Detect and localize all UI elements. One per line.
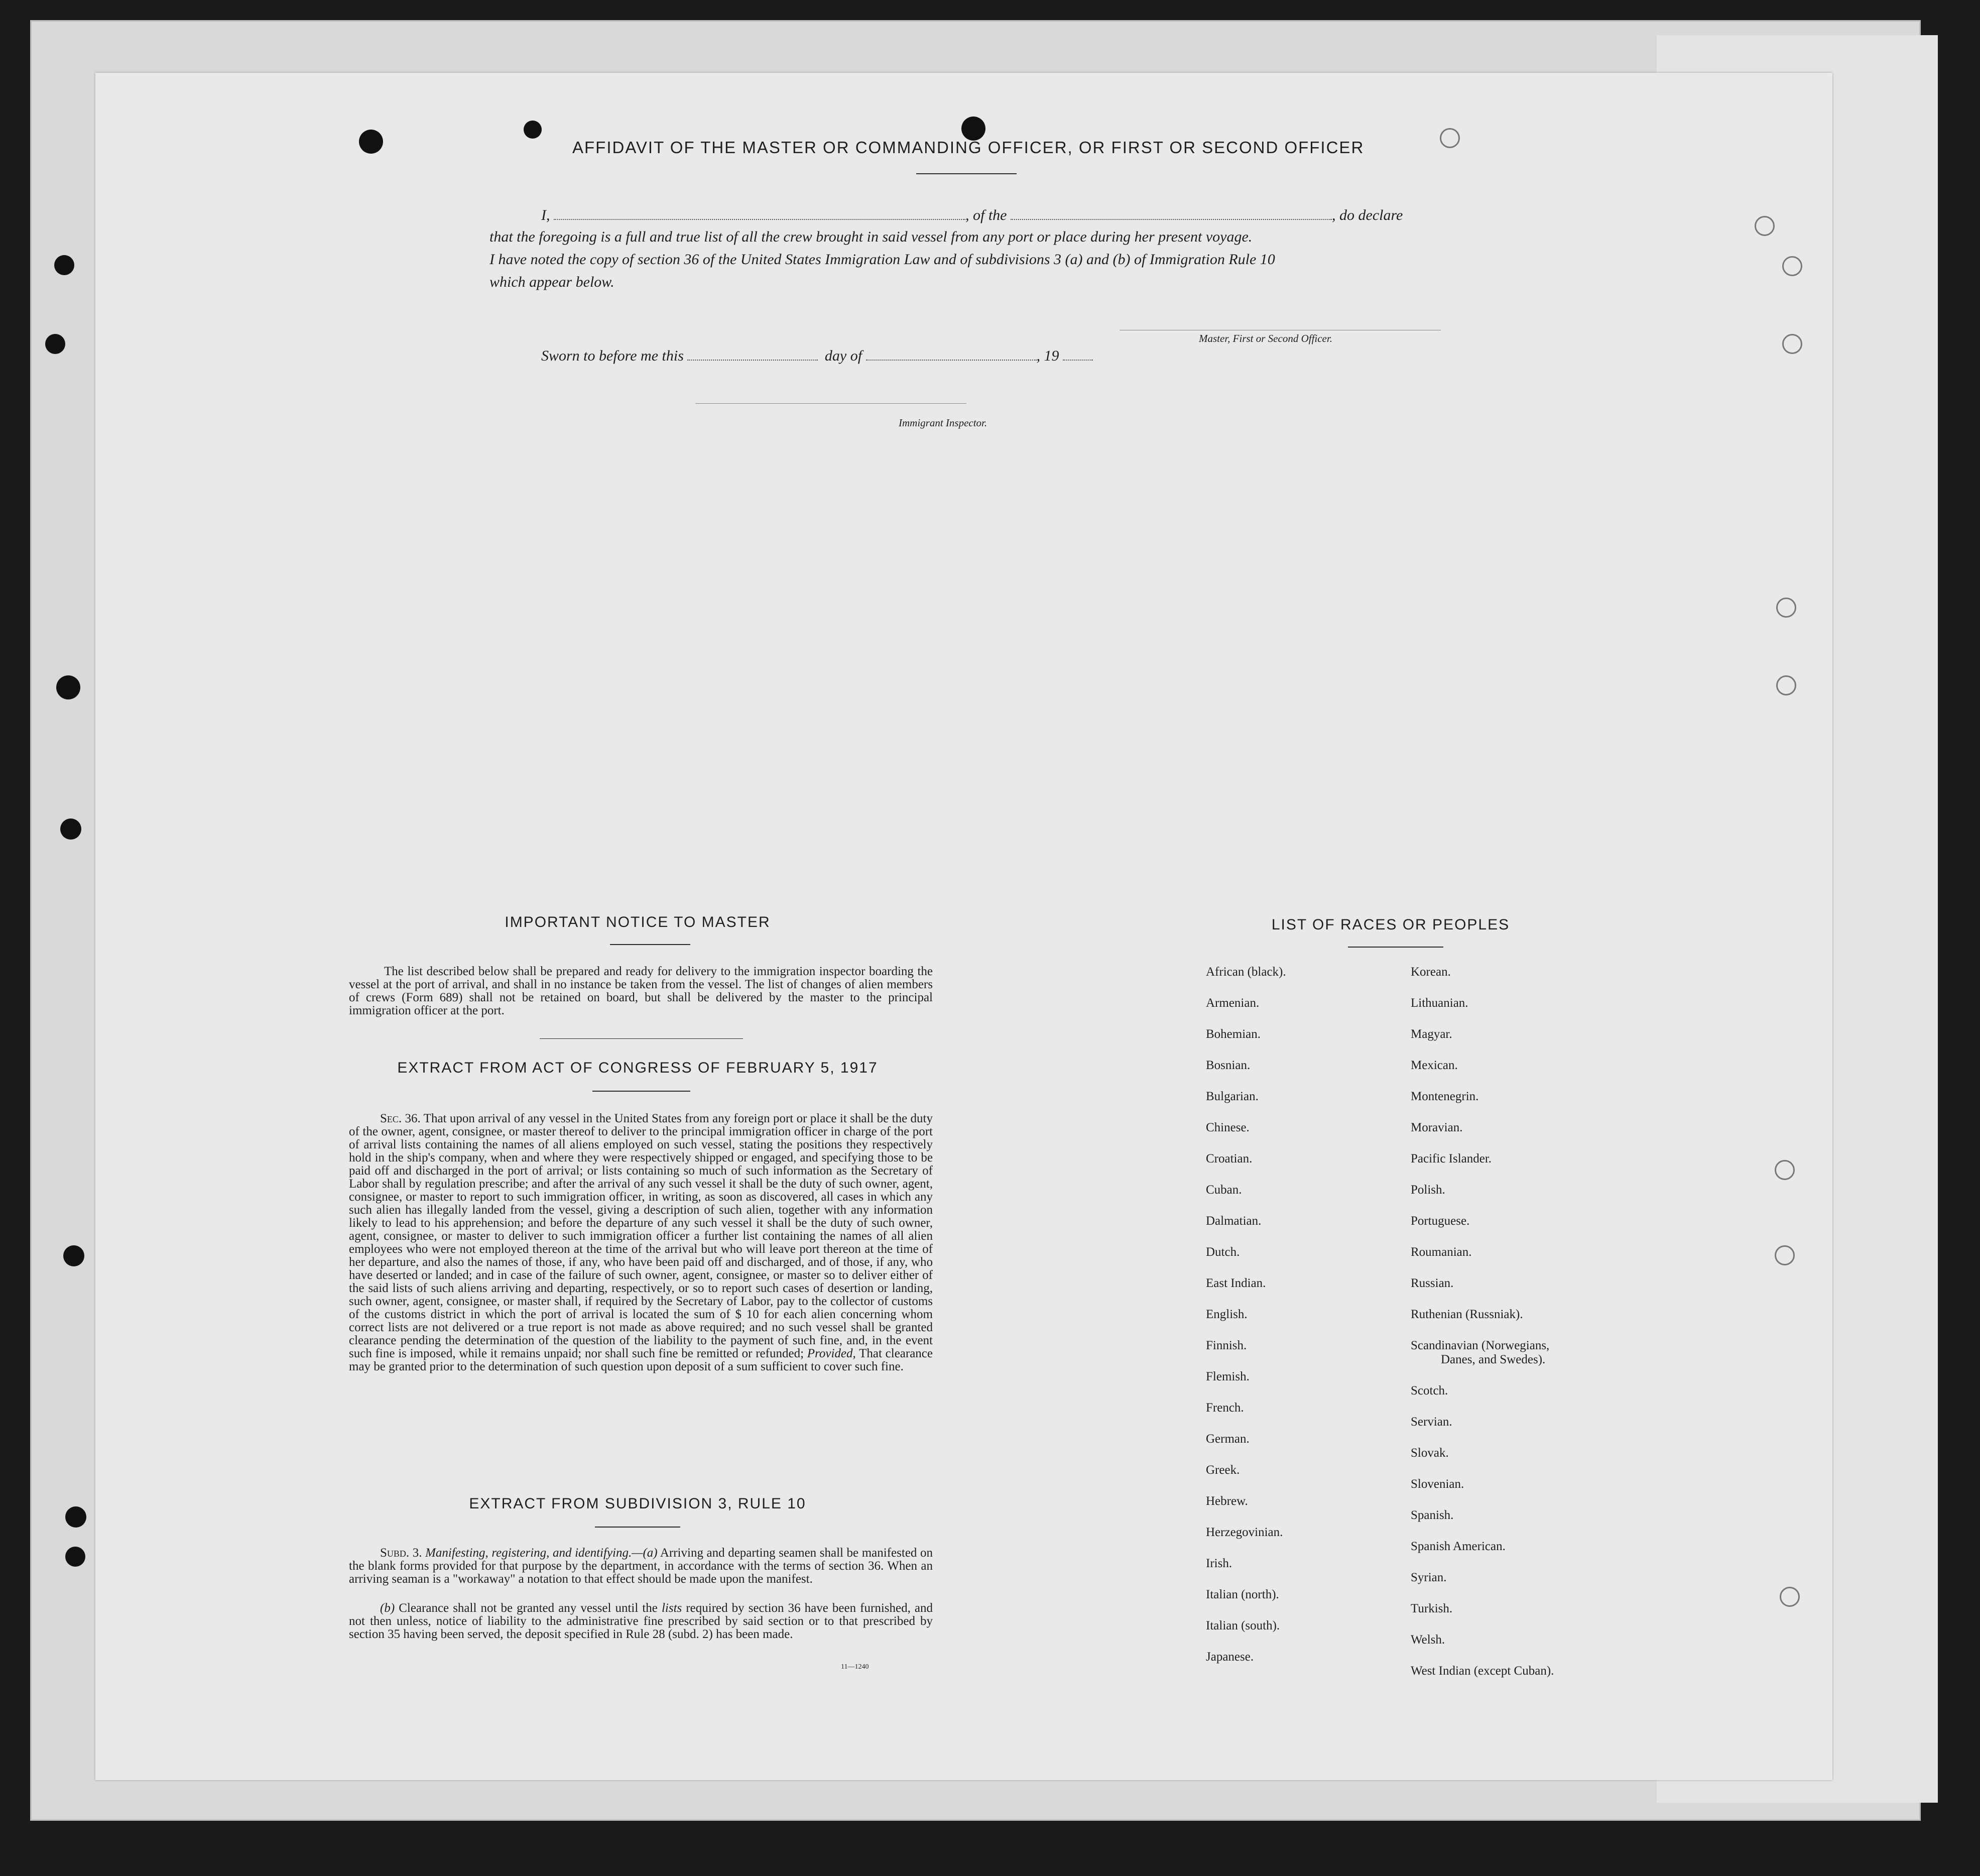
race-item: Lithuanian. [1411, 996, 1468, 1010]
extract-rule-rule [595, 1527, 680, 1528]
race-item: West Indian (except Cuban). [1411, 1664, 1554, 1678]
inspector-signature-line[interactable] [695, 403, 966, 404]
punch-hole [1775, 1160, 1795, 1180]
race-item: Italian (north). [1206, 1588, 1279, 1601]
extract-rule-text-a [349, 1547, 933, 1586]
sworn-day-of: day of [824, 347, 862, 364]
declaration-line [541, 207, 1445, 224]
subd-body-b2: required by section 36 have been furnished, and not then unless, notice of liability to the administrative fine prescribed by said section or to that prescribed by section 35 having been served, the deposit specified in Rule 28 (subd. 2) has been made. [349, 1601, 933, 1641]
section-label: Sec. 36. [380, 1112, 421, 1125]
race-item: Roumanian. [1411, 1245, 1472, 1259]
extract-rule-text-b [349, 1602, 933, 1641]
punch-hole [65, 1506, 86, 1528]
race-item: Herzegovinian. [1206, 1526, 1283, 1539]
race-item: German. [1206, 1432, 1250, 1446]
provided-label: Provided, [807, 1347, 856, 1360]
race-item: Dalmatian. [1206, 1214, 1262, 1228]
punch-hole [45, 334, 65, 354]
race-item: Scandinavian (Norwegians, [1411, 1339, 1550, 1352]
punch-hole [1776, 675, 1796, 695]
section-body: That upon arrival of any vessel in the United States from any foreign port or place it shall be the duty of the owner, agent, consignee, or master thereof to deliver to the principal immigration officer in charge of the port of arrival lists containing the names of all aliens employed on such vessel, stating the positions they respectively hold in the ship's company, when and where they were respectively shipped or engaged, and specifying those to be paid off and discharged in the port of arrival; or lists containing so much of such information as the Secretary of Labor shall by regulation prescribe; and after the arrival of any such vessel it shall be the duty of such owner, agent, consignee, or master to report to such immigration officer, in writing, as soon as discovered, all cases in which any such alien has illegally landed from the vessel, giving a description of such alien, together with any information likely to lead to his apprehension; and before the departure of any such vessel it shall be the duty of such owner, agent, consignee, or master to deliver to such immigration officer a further list containing the names of all alien employees who were not employed thereon at the time of the arrival but who will leave port thereon at the time of her departure, and also the names of those, if any, who have been paid off and discharged, and of those, if any, who have deserted or landed; and in case of the failure of such owner, agent, consignee, or master so to deliver either of the said lists of such aliens arriving and departing, respectively, or so to report such cases of desertion or landing, such owner, agent, consignee, or master shall, if required by the Secretary of Labor, pay to the collector of customs of the customs district in which the port of arrival is located the sum of $ 10 for each alien concerning whom correct lists are not delivered or a true report is not made as above required; and no such vessel shall be granted clearance pending the determination of the question of the liability to the payment of such fine, and, in the event such fine is imposed, while it remains unpaid; nor shall such fine be remitted or refunded; [349, 1112, 933, 1360]
races-left-column [1206, 965, 1286, 1681]
race-item: Spanish American. [1411, 1540, 1506, 1553]
race-item: Welsh. [1411, 1633, 1445, 1647]
race-item: East Indian. [1206, 1276, 1266, 1290]
extract-act-rule [592, 1091, 690, 1092]
punch-hole [1776, 598, 1796, 618]
race-item: Moravian. [1411, 1121, 1463, 1134]
punch-hole [1782, 334, 1802, 354]
race-item: Syrian. [1411, 1571, 1447, 1584]
race-item: Ruthenian (Russniak). [1411, 1308, 1523, 1321]
race-item: Scotch. [1411, 1384, 1448, 1397]
punch-hole [1755, 216, 1775, 236]
title-rule [916, 173, 1017, 174]
race-item: Finnish. [1206, 1339, 1247, 1352]
race-item: Slovak. [1411, 1446, 1449, 1460]
subd-label: Subd. 3. [380, 1546, 422, 1560]
declaration-end: , do declare [1332, 207, 1403, 223]
race-item: African (black). [1206, 965, 1286, 979]
punch-hole [359, 130, 383, 154]
punch-hole [1440, 128, 1460, 148]
sworn-month-field[interactable] [866, 360, 1037, 361]
inspector-signature-label: Immigrant Inspector. [899, 417, 987, 429]
race-item: Korean. [1411, 965, 1451, 979]
races-right-column [1411, 965, 1554, 1695]
punch-hole [56, 675, 80, 699]
race-item: Magyar. [1411, 1027, 1452, 1041]
subd-title: Manifesting, registering, and identifying.—(a) [425, 1546, 658, 1560]
notice-rule [610, 944, 690, 945]
affidavit-title: AFFIDAVIT OF THE MASTER OR COMMANDING OFFICER, OR FIRST OR SECOND OFFICER [572, 138, 1365, 157]
declaration-text-3: I have noted the copy of section 36 of the United States Immigration Law and of subdivisions 3 (a) and (b) of Immigration Rule 10 [489, 251, 1275, 268]
subd-body-b1: Clearance shall not be granted any vessel until the [399, 1601, 658, 1615]
sworn-text: Sworn to before me this [541, 347, 684, 364]
race-item: Turkish. [1411, 1602, 1453, 1615]
race-item: Bulgarian. [1206, 1090, 1259, 1103]
race-item: Cuban. [1206, 1183, 1242, 1197]
race-item: Armenian. [1206, 996, 1260, 1010]
race-item: Bohemian. [1206, 1027, 1261, 1041]
race-item: Bosnian. [1206, 1059, 1251, 1072]
extract-act-text [349, 1112, 933, 1373]
subd-body-a: Arriving and departing seamen shall be manifested on the blank forms provided for that purpose by the department, in accordance with the terms of section 36. When an arriving seaman is a "workaway" a notation to that effect should be made upon the manifest. [349, 1546, 933, 1586]
race-item: Italian (south). [1206, 1619, 1280, 1632]
declaration-of: , of the [965, 207, 1007, 223]
punch-hole [524, 121, 542, 139]
race-item: Montenegrin. [1411, 1090, 1479, 1103]
vessel-field[interactable] [1011, 219, 1332, 220]
race-item: Russian. [1411, 1276, 1454, 1290]
race-item: Flemish. [1206, 1370, 1250, 1383]
race-item: Portuguese. [1411, 1214, 1470, 1228]
race-item: English. [1206, 1308, 1248, 1321]
race-item: Pacific Islander. [1411, 1152, 1492, 1165]
race-item: Chinese. [1206, 1121, 1250, 1134]
sworn-line [541, 347, 1244, 365]
section-body-end: That clearance may be granted prior to the determination of such question upon deposit of a sum sufficient to cover such fine. [349, 1347, 933, 1373]
race-item: Danes, and Swedes). [1441, 1353, 1546, 1366]
race-item: Hebrew. [1206, 1494, 1248, 1508]
form-code: 11—1240 [841, 1663, 869, 1671]
master-signature-label: Master, First or Second Officer. [1199, 332, 1332, 344]
declaration-text-2: that the foregoing is a full and true list of all the crew brought in said vessel from any port or place during her present voyage. [489, 228, 1253, 245]
extract-rule-title: EXTRACT FROM SUBDIVISION 3, RULE 10 [469, 1495, 806, 1512]
notice-title: IMPORTANT NOTICE TO MASTER [505, 914, 771, 930]
punch-hole [65, 1547, 85, 1567]
declaration-i: I, [541, 207, 550, 223]
sworn-day-field[interactable] [687, 360, 818, 361]
race-item: Spanish. [1411, 1508, 1454, 1522]
punch-hole [60, 818, 81, 840]
race-item: Polish. [1411, 1183, 1445, 1197]
punch-hole [1780, 1587, 1800, 1607]
race-item: Japanese. [1206, 1650, 1254, 1664]
declaration-text-4: which appear below. [489, 274, 614, 290]
sworn-year-field[interactable] [1063, 360, 1093, 361]
extract-act-title: EXTRACT FROM ACT OF CONGRESS OF FEBRUARY 5, 1917 [397, 1060, 878, 1076]
subd-b-label: (b) [380, 1601, 395, 1615]
punch-hole [1782, 256, 1802, 276]
punch-hole [54, 255, 74, 275]
race-item: Servian. [1411, 1415, 1452, 1429]
race-item: Mexican. [1411, 1059, 1458, 1072]
race-item: Irish. [1206, 1557, 1232, 1570]
race-item: Greek. [1206, 1463, 1240, 1477]
name-field[interactable] [554, 219, 965, 220]
punch-hole [63, 1245, 84, 1266]
notice-text: The list described below shall be prepared and ready for delivery to the immigration inspector boarding the vessel at the port of arrival, and shall in no instance be taken from the vessel. The list of changes of alien members of crews (Form 689) shall not be retained on board, but shall be delivered by the master to the principal immigration officer at the port. [349, 965, 933, 1017]
punch-hole [961, 116, 985, 141]
lists-word: lists [661, 1601, 682, 1615]
sworn-year: , 19 [1036, 347, 1059, 364]
race-item: Slovenian. [1411, 1477, 1464, 1491]
race-item: French. [1206, 1401, 1244, 1415]
races-title: LIST OF RACES OR PEOPLES [1271, 916, 1510, 933]
race-item: Croatian. [1206, 1152, 1253, 1165]
section-divider [540, 1038, 743, 1039]
race-item: Dutch. [1206, 1245, 1240, 1259]
punch-hole [1775, 1245, 1795, 1265]
races-rule [1348, 947, 1443, 948]
